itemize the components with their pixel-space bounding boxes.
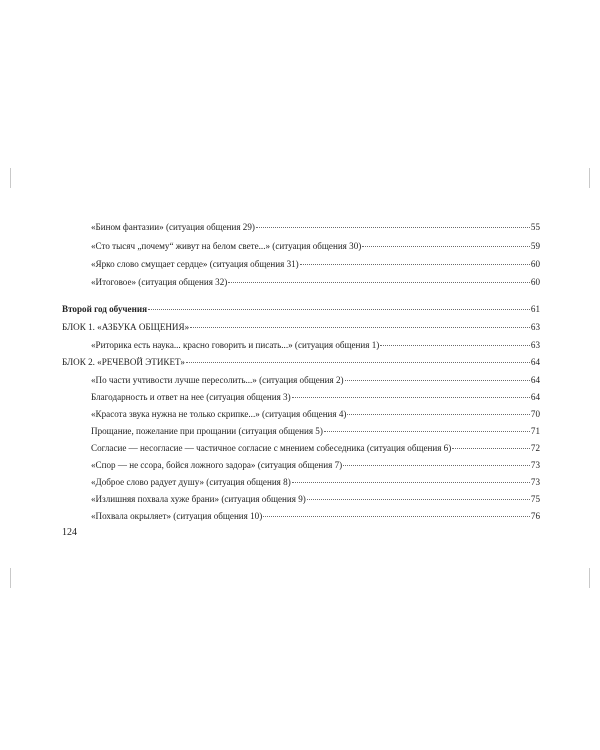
toc-section-year2[interactable] <box>62 303 540 315</box>
toc-entry-page: 73 <box>530 477 540 487</box>
toc-entry-page: 63 <box>530 340 540 350</box>
dot-leader <box>347 414 529 415</box>
toc-block-page: 63 <box>530 322 540 332</box>
toc-block-title: БЛОК 2. «РЕЧЕВОЙ ЭТИКЕТ» <box>62 357 185 367</box>
toc-entry-page: 71 <box>530 426 540 436</box>
toc-entry-title: «Излишняя похвала хуже брани» (ситуация общения 9) <box>91 494 306 504</box>
toc-entry-title: «Ярко слово смущает сердце» (ситуация общения 31) <box>91 259 299 269</box>
toc-entry[interactable] <box>62 391 540 403</box>
toc-block-2[interactable] <box>62 356 540 368</box>
dot-leader <box>324 431 530 432</box>
toc-entry[interactable] <box>62 240 540 252</box>
toc-entry[interactable] <box>62 476 540 488</box>
dot-leader <box>190 327 530 328</box>
toc-entry-title: «Бином фантазии» (ситуация общения 29) <box>91 222 255 232</box>
dot-leader <box>452 448 530 449</box>
toc-entry-title: «Сто тысяч „почему“ живут на белом свете...» (ситуация общения 30) <box>91 241 362 251</box>
dot-leader <box>263 516 530 517</box>
toc-entry-page: 60 <box>530 277 540 287</box>
page-number: 124 <box>62 527 77 538</box>
toc-entry[interactable] <box>62 221 540 233</box>
toc-entry-title: «По части учтивости лучше пересолить...» (ситуация общения 2) <box>91 375 344 385</box>
dot-leader <box>256 227 530 228</box>
toc-block-title: БЛОК 1. «АЗБУКА ОБЩЕНИЯ» <box>62 322 190 332</box>
toc-entry[interactable] <box>62 425 540 437</box>
toc-entry-page: 76 <box>530 511 540 521</box>
toc-entry-page: 55 <box>530 222 540 232</box>
toc-block-page: 64 <box>530 357 540 367</box>
toc-entry[interactable] <box>62 459 540 471</box>
toc-entry[interactable] <box>62 258 540 270</box>
toc-entry-page: 59 <box>530 241 540 251</box>
toc-entry-page: 72 <box>530 443 540 453</box>
toc-entry-title: «Итоговое» (ситуация общения 32) <box>91 277 228 287</box>
toc-block-1[interactable] <box>62 321 540 333</box>
toc-entry-title: «Риторика есть наука... красно говорить и писать...» (ситуация общения 1) <box>91 340 380 350</box>
toc-entry[interactable] <box>62 339 540 351</box>
toc-section-title: Второй год обучения <box>62 304 147 314</box>
dot-leader <box>380 345 530 346</box>
dot-leader <box>228 282 530 283</box>
table-of-contents <box>62 0 540 750</box>
crop-mark <box>10 568 11 588</box>
toc-entry-title: «Красота звука нужна не только скрипке...» (ситуация общения 4) <box>91 409 347 419</box>
toc-entry-title: Согласие — несогласие — частичное согласие с мнением собеседника (ситуация общения 6) <box>91 443 452 453</box>
toc-entry-page: 70 <box>530 409 540 419</box>
toc-entry-title: Прощание, пожелание при прощании (ситуация общения 5) <box>91 426 323 436</box>
toc-entry-title: «Похвала окрыляет» (ситуация общения 10) <box>91 511 263 521</box>
toc-entry[interactable] <box>62 442 540 454</box>
toc-entry[interactable] <box>62 276 540 288</box>
toc-entry-page: 64 <box>530 392 540 402</box>
dot-leader <box>186 362 530 363</box>
dot-leader <box>148 309 530 310</box>
toc-entry-title: Благодарность и ответ на нее (ситуация общения 3) <box>91 392 291 402</box>
toc-entry[interactable] <box>62 510 540 522</box>
toc-entry-page: 73 <box>530 460 540 470</box>
dot-leader <box>300 264 530 265</box>
toc-entry[interactable] <box>62 493 540 505</box>
toc-entry-title: «Спор — не ссора, бойся ложного задора» (ситуация общения 7) <box>91 460 343 470</box>
toc-section-page: 61 <box>530 304 540 314</box>
toc-entry-page: 64 <box>530 375 540 385</box>
toc-entry-page: 75 <box>530 494 540 504</box>
dot-leader <box>345 380 530 381</box>
dot-leader <box>292 397 530 398</box>
toc-entry[interactable] <box>62 408 540 420</box>
toc-entry-title: «Доброе слово радует душу» (ситуация общения 8) <box>91 477 291 487</box>
crop-mark <box>589 168 590 188</box>
toc-entry[interactable] <box>62 374 540 386</box>
dot-leader <box>362 246 530 247</box>
toc-entry-page: 60 <box>530 259 540 269</box>
dot-leader <box>343 465 530 466</box>
dot-leader <box>307 499 530 500</box>
crop-mark <box>10 168 11 188</box>
crop-mark <box>589 568 590 588</box>
dot-leader <box>292 482 530 483</box>
